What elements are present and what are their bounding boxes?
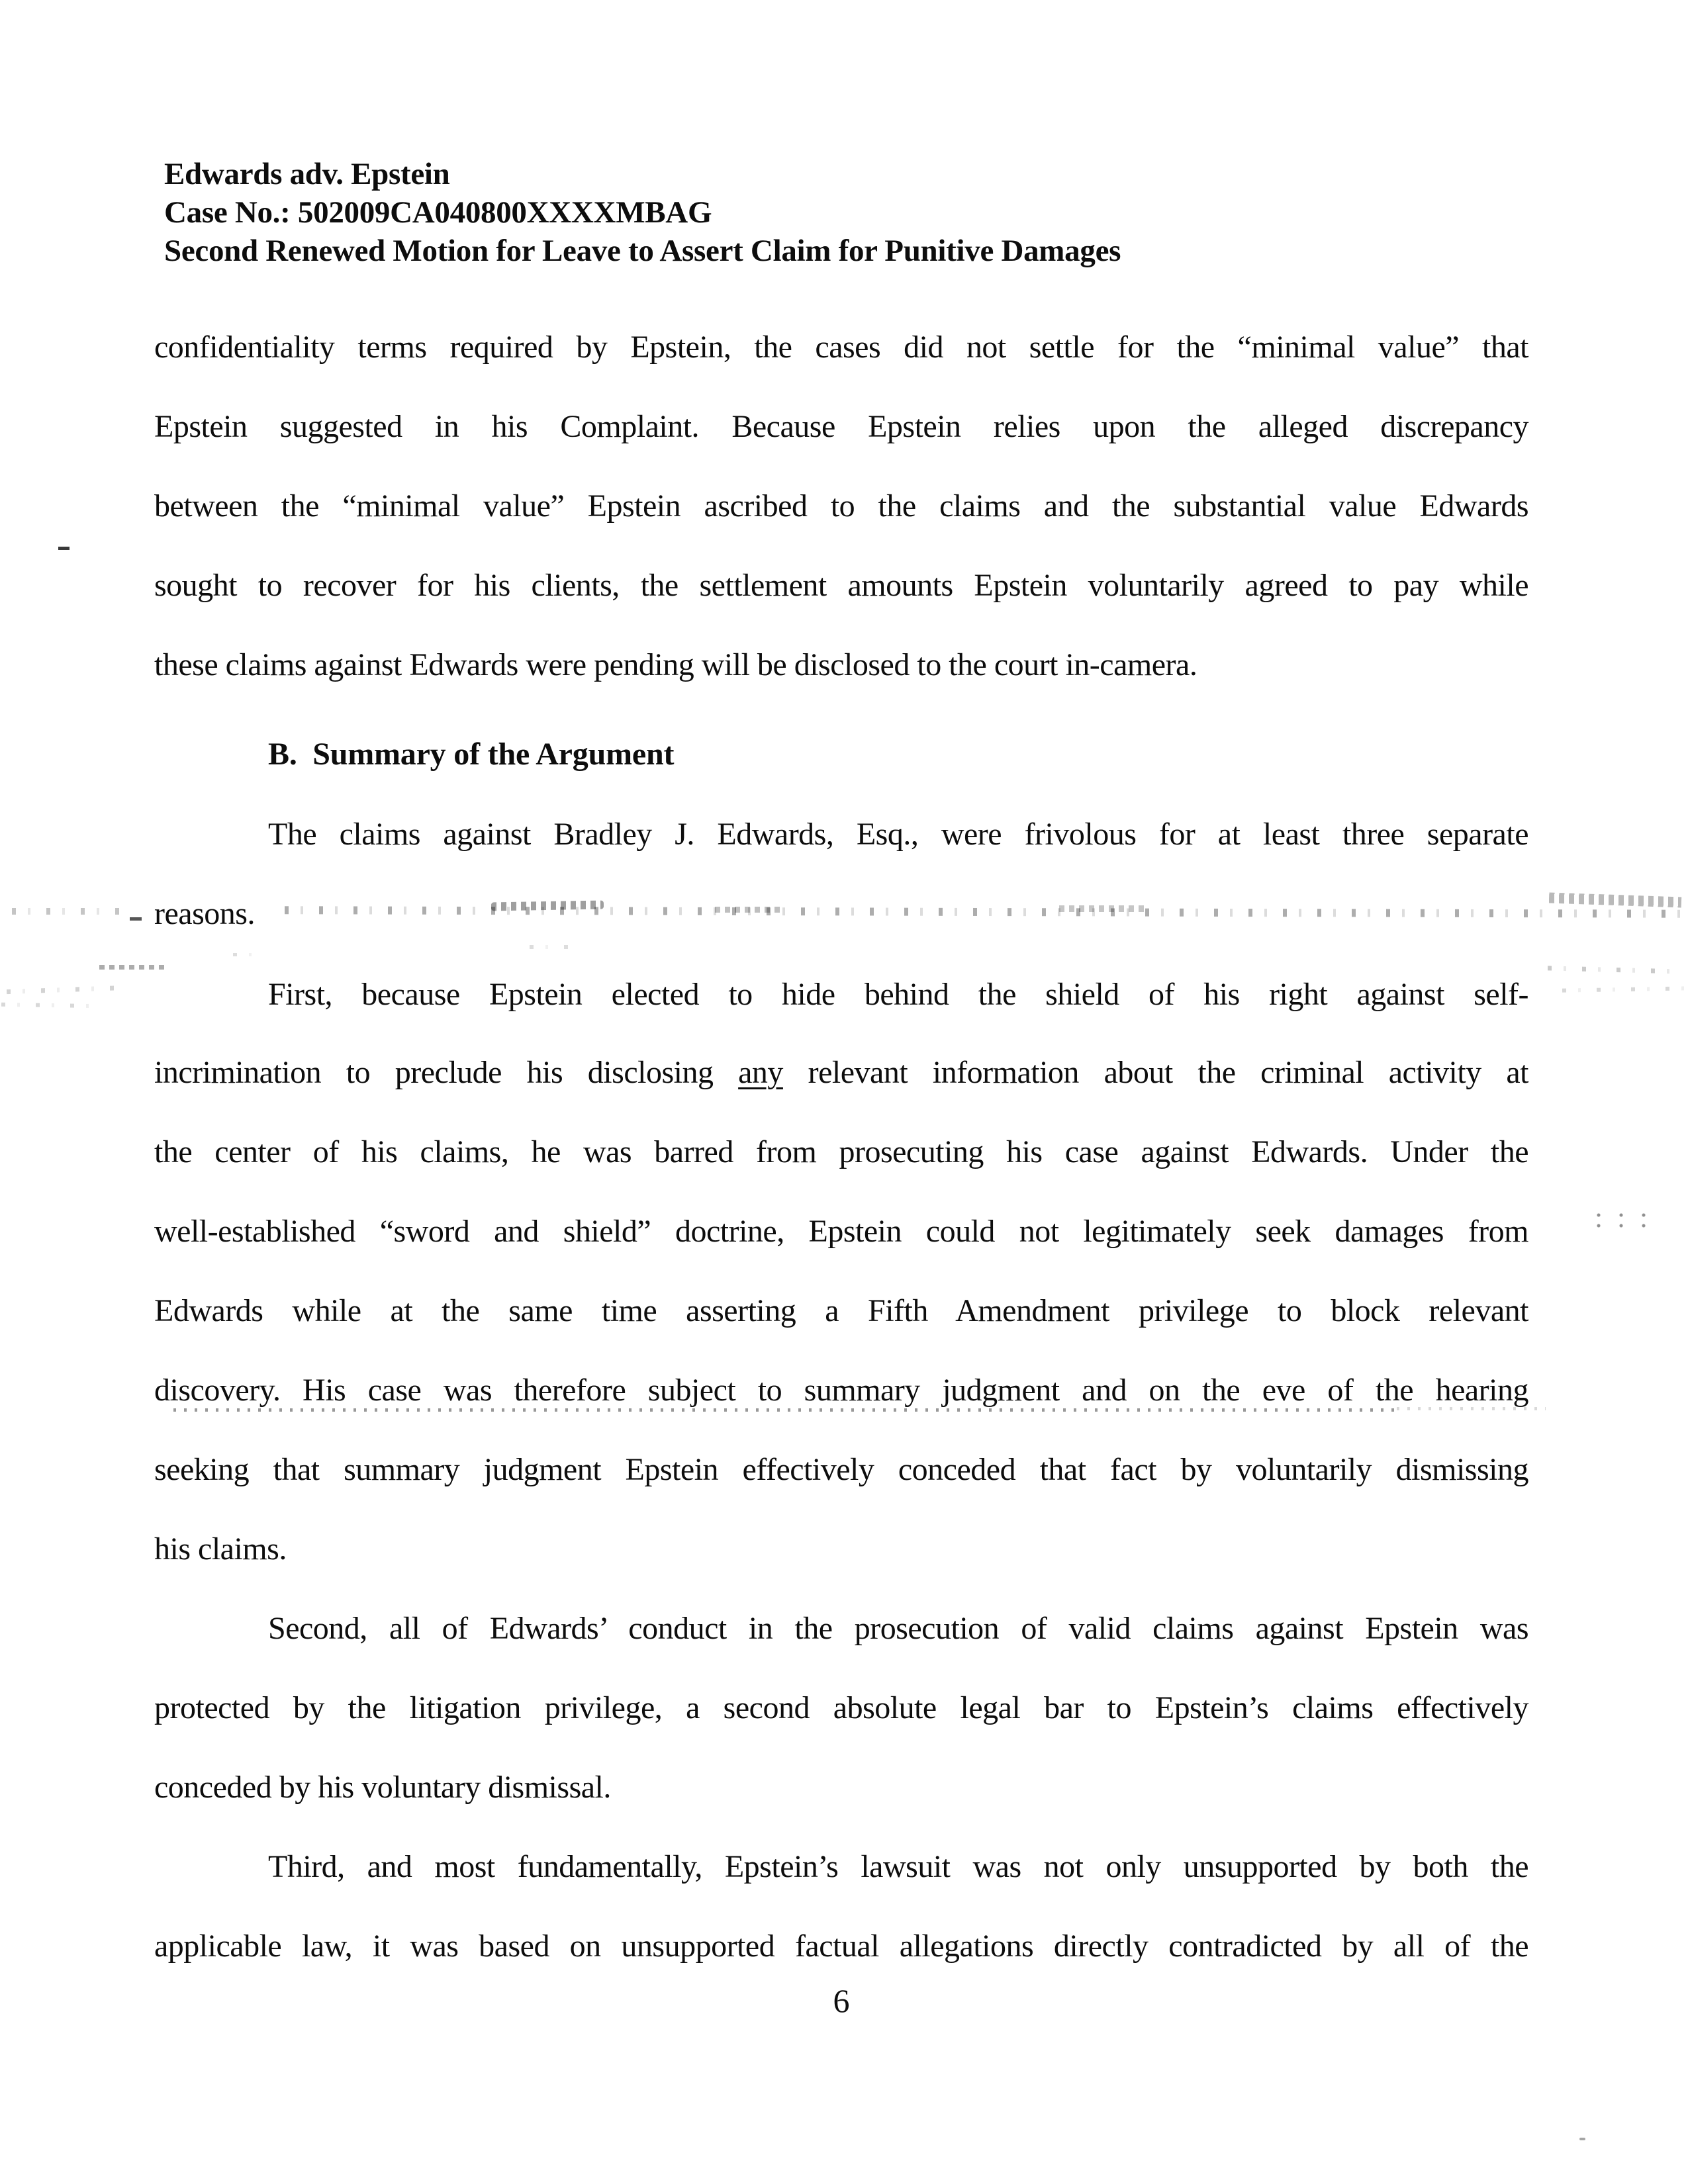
header-case-number: Case No.: 502009CA040800XXXXMBAG — [164, 195, 712, 230]
scan-artifact — [12, 908, 128, 915]
section-heading: B. Summary of the Argument — [268, 737, 675, 772]
underlined-word: any — [738, 1055, 783, 1090]
case-header — [164, 155, 1422, 270]
body-line: Third, and most fundamentally, Epstein’s lawsuit was not only unsupported by both the — [268, 1849, 1528, 1884]
body-line: between the “minimal value” Epstein ascribed to the claims and the substantial value Edwards — [154, 488, 1528, 523]
page-number: 6 — [833, 1982, 850, 2019]
body-line — [154, 1053, 1528, 1093]
scan-artifact — [1587, 1210, 1657, 1230]
body-line: discovery. His case was therefore subject to summary judgment and on the eve of the hearing — [154, 1373, 1528, 1408]
body-line: confidentiality terms required by Epstein, the cases did not settle for the “minimal value” that — [154, 330, 1528, 365]
body-line: conceded by his voluntary dismissal. — [154, 1770, 611, 1805]
line-text: relevant information about the criminal activity at — [782, 1055, 1528, 1090]
header-party-line: Edwards adv. Epstein — [164, 157, 450, 191]
scan-artifact — [530, 945, 576, 949]
scan-artifact — [1, 1003, 101, 1009]
body-line: The claims against Bradley J. Edwards, Esq., were frivolous for at least three separate — [268, 817, 1528, 852]
scan-artifact — [99, 965, 169, 970]
body-line: his claims. — [154, 1531, 287, 1567]
scan-artifact — [233, 953, 263, 956]
scan-artifact — [1549, 893, 1681, 908]
body-line: sought to recover for his clients, the settlement amounts Epstein voluntarily agreed to pay while — [154, 568, 1528, 603]
scan-artifact — [130, 917, 142, 921]
body-line: seeking that summary judgment Epstein effectively conceded that fact by voluntarily dismissing — [154, 1452, 1528, 1487]
scan-artifact — [1562, 986, 1685, 992]
scan-artifact — [1579, 2138, 1585, 2140]
line-text: incrimination to preclude his disclosing — [154, 1055, 739, 1090]
body-line: protected by the litigation privilege, a second absolute legal bar to Epstein’s claims effectively — [154, 1690, 1528, 1725]
body-line: reasons. — [154, 896, 255, 931]
body-line: Second, all of Edwards’ conduct in the prosecution of valid claims against Epstein was — [268, 1611, 1528, 1646]
body-line: these claims against Edwards were pending will be disclosed to the court in-camera. — [154, 647, 1197, 682]
body-line: well-established “sword and shield” doctrine, Epstein could not legitimately seek damages from — [154, 1214, 1528, 1249]
scan-artifact — [1548, 966, 1683, 974]
body-line: First, because Epstein elected to hide behind the shield of his right against self- — [268, 977, 1528, 1012]
scan-artifact — [7, 985, 126, 994]
scan-artifact — [58, 547, 70, 550]
body-line: Epstein suggested in his Complaint. Because Epstein relies upon the alleged discrepancy — [154, 409, 1528, 444]
header-document-title: Second Renewed Motion for Leave to Assert Claim for Punitive Damages — [164, 234, 1121, 268]
body-line: applicable law, it was based on unsupported factual allegations directly contradicted by all of the — [154, 1929, 1528, 1964]
body-line: the center of his claims, he was barred from prosecuting his case against Edwards. Under the — [154, 1134, 1528, 1169]
body-line: Edwards while at the same time asserting a Fifth Amendment privilege to block relevant — [154, 1293, 1528, 1328]
